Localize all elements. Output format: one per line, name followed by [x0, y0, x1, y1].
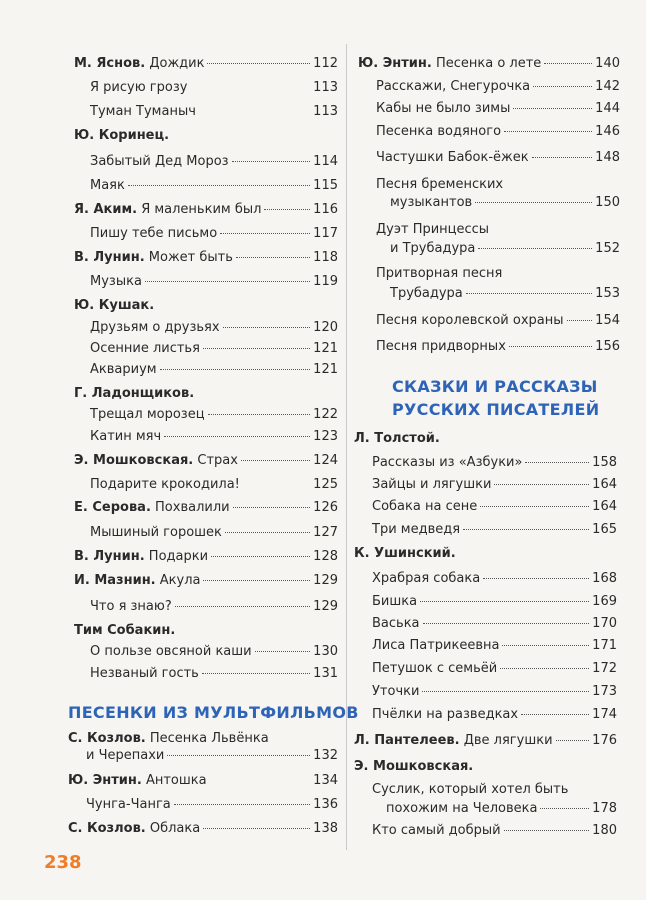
toc-entry[interactable]: В. Лунин. Может быть 118	[74, 250, 338, 265]
toc-entry[interactable]: Л. Пантелеев. Две лягушки 176	[354, 733, 617, 748]
toc-entry[interactable]: и Черепахи 132	[86, 748, 338, 763]
section-title: ПЕСЕНКИ ИЗ МУЛЬТФИЛЬМОВ	[68, 703, 359, 722]
toc-entry[interactable]: Собака на сене 164	[372, 499, 617, 514]
section-title-line2: РУССКИХ ПИСАТЕЛЕЙ	[392, 400, 600, 419]
toc-entry[interactable]: Катин мяч 123	[90, 429, 338, 444]
toc-entry[interactable]: Кто самый добрый 180	[372, 823, 617, 838]
toc-entry[interactable]: Зайцы и лягушки 164	[372, 477, 617, 492]
column-divider	[346, 44, 347, 850]
toc-author: Тим Собакин.	[74, 623, 176, 638]
toc-entry-line: Суслик, который хотел быть	[372, 782, 569, 797]
toc-entry[interactable]: Я рисую грозу 113	[90, 80, 338, 95]
toc-entry[interactable]: Незваный гость 131	[90, 666, 338, 681]
toc-author: Э. Мошковская.	[354, 759, 474, 774]
toc-author: К. Ушинский.	[354, 546, 456, 561]
toc-entry[interactable]: И. Мазнин. Акула 129	[74, 573, 338, 588]
toc-entry[interactable]: Я. Аким. Я маленьким был 116	[74, 202, 338, 217]
toc-entry[interactable]: Расскажи, Снегурочка 142	[376, 79, 620, 94]
toc-author: Г. Ладонщиков.	[74, 386, 195, 401]
toc-entry[interactable]: Песня королевской охраны 154	[376, 313, 620, 328]
toc-entry[interactable]: Ю. Энтин. Песенка о лете 140	[358, 56, 620, 71]
toc-author: Ю. Кушак.	[74, 298, 155, 313]
toc-entry-line: Дуэт Принцессы	[376, 222, 490, 237]
toc-entry[interactable]: Лиса Патрикеевна 171	[372, 638, 617, 653]
toc-entry[interactable]: Туман Туманыч 113	[90, 104, 338, 119]
toc-entry[interactable]: Е. Серова. Похвалили 126	[74, 500, 338, 515]
toc-entry[interactable]: С. Козлов. Облака 138	[68, 821, 338, 836]
section-title-line1: СКАЗКИ И РАССКАЗЫ	[392, 377, 598, 396]
toc-entry[interactable]: Васька 170	[372, 616, 617, 631]
toc-entry[interactable]: Песенка водяного 146	[376, 124, 620, 139]
toc-entry[interactable]: Ю. Энтин. Антошка 134	[68, 773, 338, 788]
toc-entry[interactable]: Трубадура 153	[390, 286, 620, 301]
toc-entry[interactable]: Мышиный горошек 127	[90, 525, 338, 540]
toc-entry[interactable]: Что я знаю? 129	[90, 599, 338, 614]
page-number: 238	[44, 852, 82, 873]
toc-entry[interactable]: Пчёлки на разведках 174	[372, 707, 617, 722]
toc-entry[interactable]: Частушки Бабок-ёжек 148	[376, 150, 620, 165]
toc-entry[interactable]: и Трубадура 152	[390, 241, 620, 256]
toc-author: Л. Толстой.	[354, 431, 440, 446]
toc-entry[interactable]: Аквариум 121	[90, 362, 338, 377]
toc-entry[interactable]: Осенние листья 121	[90, 341, 338, 356]
toc-entry[interactable]: Забытый Дед Мороз 114	[90, 154, 338, 169]
toc-entry[interactable]: В. Лунин. Подарки 128	[74, 549, 338, 564]
toc-entry-line: Песня бременских	[376, 177, 504, 192]
toc-entry[interactable]: Э. Мошковская. Страх 124	[74, 453, 338, 468]
toc-entry[interactable]: Песня придворных 156	[376, 339, 620, 354]
toc-entry[interactable]: Рассказы из «Азбуки» 158	[372, 455, 617, 470]
toc-entry[interactable]: Пишу тебе письмо 117	[90, 226, 338, 241]
toc-entry[interactable]: Подарите крокодила! 125	[90, 477, 338, 492]
toc-entry[interactable]: Три медведя 165	[372, 522, 617, 537]
toc-entry[interactable]: Музыка 119	[90, 274, 338, 289]
toc-entry[interactable]: похожим на Человека 178	[386, 801, 617, 816]
toc-entry[interactable]: Петушок с семьёй 172	[372, 661, 617, 676]
toc-entry[interactable]: М. Яснов. Дождик 112	[74, 56, 338, 71]
toc-entry[interactable]: Друзьям о друзьях 120	[90, 320, 338, 335]
toc-entry[interactable]: Кабы не было зимы 144	[376, 101, 620, 116]
toc-entry[interactable]: О пользе овсяной каши 130	[90, 644, 338, 659]
toc-entry-line: С. Козлов. Песенка Львёнка	[68, 731, 269, 746]
toc-entry[interactable]: Храбрая собака 168	[372, 571, 617, 586]
toc-entry[interactable]: Маяк 115	[90, 178, 338, 193]
toc-entry[interactable]: Чунга-Чанга 136	[86, 797, 338, 812]
toc-entry-line: Притворная песня	[376, 266, 503, 281]
toc-entry[interactable]: Трещал морозец 122	[90, 407, 338, 422]
toc-entry[interactable]: музыкантов 150	[390, 195, 620, 210]
toc-entry[interactable]: Бишка 169	[372, 594, 617, 609]
toc-entry[interactable]: Уточки 173	[372, 684, 617, 699]
toc-author: Ю. Коринец.	[74, 128, 170, 143]
